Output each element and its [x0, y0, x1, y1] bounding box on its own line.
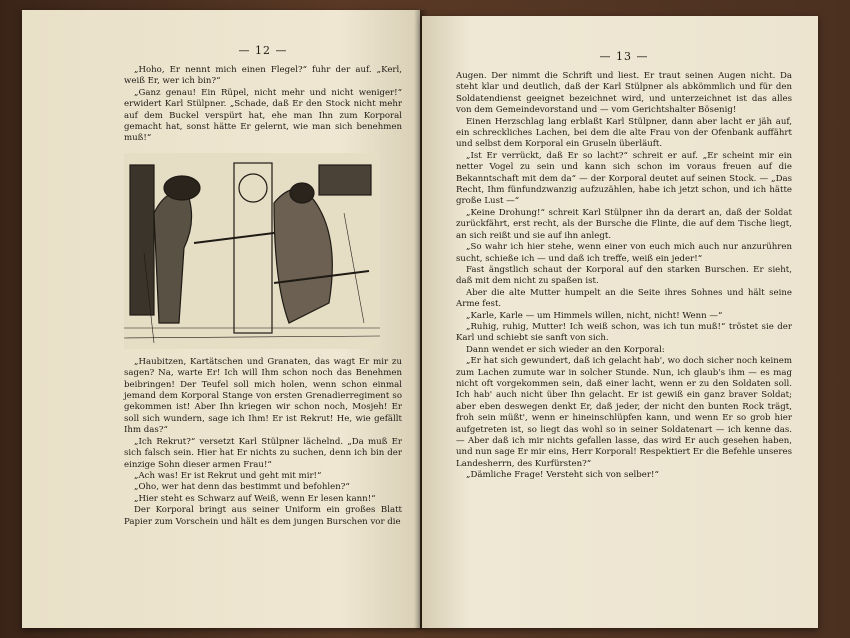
paragraph: „Keine Drohung!“ schreit Karl Stülpner ihn da derart an, daß der Soldat zurückfährt, erst recht, als der Bursche die Flinte, die auf dem Tische liegt, an sich reißt und sie auf ihn anlegt.	[456, 207, 792, 241]
paragraph: „Hier steht es Schwarz auf Weiß, wenn Er lesen kann!“	[134, 493, 376, 504]
paragraph: „Er hat sich gewundert, daß ich gelacht hab', wo doch sicher noch keinem zum Lachen zumute war in solcher Stunde. Nun, ich glaub's ihm — es mag nicht oft vorgekommen sein, daß einer lacht, wenn er zu den Soldaten soll. Ich hab' auch nicht über Ihn gelacht. Er ist gewiß ein ganz braver Soldat; aber eben deswegen denkt Er, daß jeder, der nicht den bunten Rock trägt, froh sein müßt', wenn er hineinschlüpfen kann, und wenn Er so grob hier aufgetreten ist, so liegt das wohl so in seiner Soldatenart — ich kenne das. — Aber daß ich mir nichts gefallen lasse, das wird Er auch gesehen haben, und nun sage Er mir eins, Herr Korporal! Respektiert Er die Befehle unseres Landesherrn, des Kurfürsten?“	[456, 356, 792, 469]
paragraph: „Ruhig, ruhig, Mutter! Ich weiß schon, was ich tun muß!“ tröstet sie der Karl und schiebt sie sanft von sich.	[456, 321, 792, 344]
paragraph: Der Korporal bringt aus seiner Uniform ein großes Blatt Papier zum Vorschein und hält es dem jungen Burschen vor die	[124, 505, 402, 527]
paragraph: „Hoho, Er nennt mich einen Flegel?“ fuhr der auf. „Kerl, weiß Er, wer ich bin?“	[124, 65, 402, 87]
page-number: — 13 —	[599, 50, 649, 63]
paragraph: Aber die alte Mutter humpelt an die Seite ihres Sohnes und hält seine Arme fest.	[456, 287, 792, 310]
illustration	[124, 153, 380, 349]
paragraph: „Dämliche Frage! Versteht sich von selber!“	[466, 470, 659, 481]
paragraph: „So wahr ich hier stehe, wenn einer von euch mich auch nur anzurühren sucht, schieße ich — und daß ich treffe, weiß ein jeder!“	[456, 242, 792, 264]
paragraph: „Haubitzen, Kartätschen und Granaten, das wagt Er mir zu sagen? Na, warte Er! Ich will Ihm schon noch das Benehmen beibringen! Der Teufel soll mich holen, wenn schon einmal jemand dem Korporal Stange von ersten Grenadierregiment so gekommen ist! Aber Ihn kriegen wir schon noch, Mosjeh! Er soll sich wundern, sage ich Ihm! Er ist Rekrut! He, wie gefällt Ihm das?“	[124, 356, 402, 436]
paragraph: „Ganz genau! Ein Rüpel, nicht mehr und nicht weniger!“ erwidert Karl Stülpner. „Schade, daß Er den Stock nicht mehr auf dem Buckel verspürt hat, ehe man Ihn zum Korporal gemacht hat, sonst hätte Er gelernt, wie man sich benehmen muß!“	[124, 87, 402, 144]
paragraph: „Karle, Karle — um Himmels willen, nicht, nicht! Wenn —“	[466, 310, 723, 321]
left-page	[22, 10, 420, 628]
illustration-drawing	[124, 153, 380, 349]
page-number: — 12 —	[238, 44, 288, 57]
paragraph: Einen Herzschlag lang erblaßt Karl Stülpner, dann aber lacht er jäh auf, ein schreckliches Lachen, bei dem die alte Frau von der Ofenbank auffährt und selbst dem Korporal ein Gruseln überläuft.	[456, 116, 792, 150]
paragraph: Augen. Der nimmt die Schrift und liest. Er traut seinen Augen nicht. Da steht klar und deutlich, daß der Karl Stülpner als abkömmlich und für den Soldatendienst geeignet bezeichnet wird, und unterzeichnet ist das alles von dem Gemeindevorstand und — vom Gerichtshalter Bösenig!	[456, 71, 792, 116]
paragraph: Fast ängstlich schaut der Korporal auf den starken Burschen. Er sieht, daß mit dem nicht zu spaßen ist.	[456, 264, 792, 287]
paragraph: „Ach was! Er ist Rekrut und geht mit mir!“	[134, 470, 322, 481]
right-page	[422, 16, 818, 628]
paragraph: „Ist Er verrückt, daß Er so lacht?“ schreit er auf. „Er scheint mir ein netter Vogel zu sein und kann sich schon im voraus freuen auf die Bekanntschaft mit dem da“ — der Korporal deutet auf seinen Stock. — „Das Recht, Ihm fünfundzwanzig aufzuzählen, habe ich jetzt schon, und ich hätte große Lust —“	[456, 150, 792, 207]
paragraph: Dann wendet er sich wieder an den Korporal:	[466, 344, 665, 355]
paragraph: „Ich Rekrut?“ versetzt Karl Stülpner lächelnd. „Da muß Er sich falsch sein. Hier hat Er nichts zu suchen, denn ich bin der einzige Sohn dieser armen Frau!“	[124, 436, 402, 470]
paragraph: „Oho, wer hat denn das bestimmt und befohlen?“	[134, 482, 350, 493]
